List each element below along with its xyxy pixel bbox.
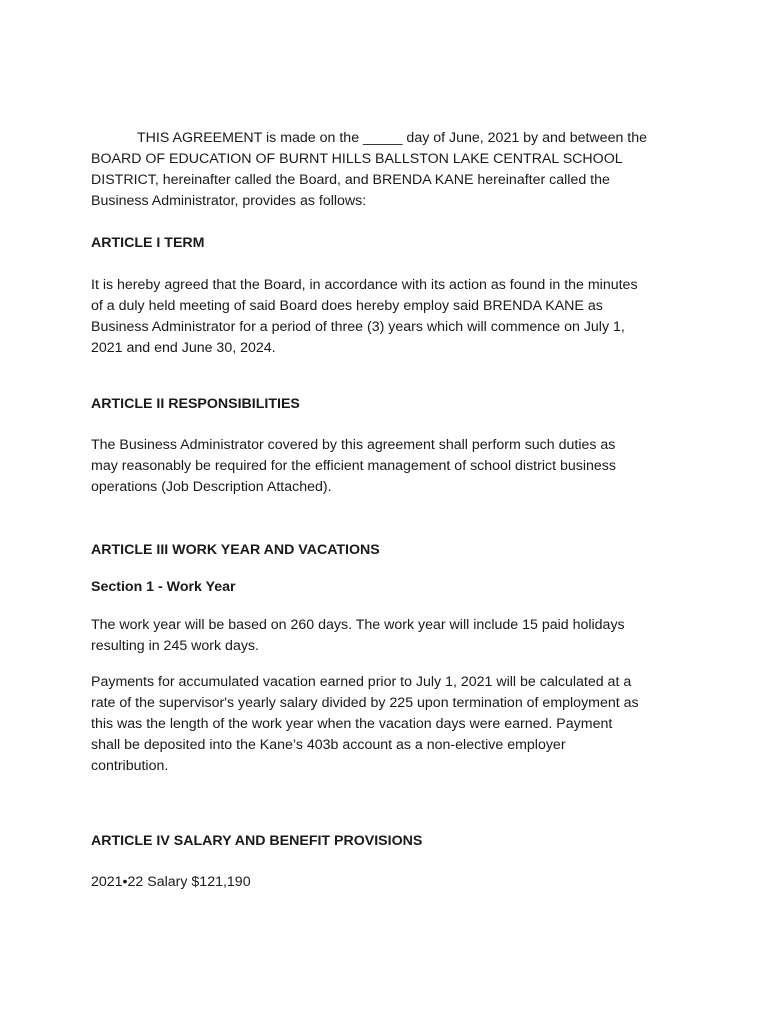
vacation-paragraph [91, 672, 691, 777]
article-1-heading: ARTICLE I TERM [91, 235, 205, 251]
paragraph-line: operations (Job Description Attached). [91, 479, 332, 495]
paragraph-line: shall be deposited into the Kane’s 403b account as a non-elective employer [91, 737, 566, 753]
article-4-heading: ARTICLE IV SALARY AND BENEFIT PROVISIONS [91, 833, 423, 849]
article-1-paragraph [91, 275, 691, 359]
intro-paragraph [91, 128, 691, 212]
intro-line: BOARD OF EDUCATION OF BURNT HILLS BALLSTON LAKE CENTRAL SCHOOL [91, 151, 623, 167]
paragraph-line: The Business Administrator covered by this agreement shall perform such duties as [91, 437, 616, 453]
paragraph-line: this was the length of the work year when the vacation days were earned. Payment [91, 716, 613, 732]
article-2-paragraph [91, 435, 691, 498]
paragraph-line: rate of the supervisor's yearly salary divided by 225 upon termination of employment as [91, 695, 639, 711]
work-year-paragraph [91, 615, 691, 657]
intro-line: DISTRICT, hereinafter called the Board, and BRENDA KANE hereinafter called the [91, 172, 610, 188]
paragraph-line: resulting in 245 work days. [91, 638, 259, 654]
section-1-heading: Section 1 - Work Year [91, 579, 236, 595]
paragraph-line: may reasonably be required for the efficient management of school district business [91, 458, 616, 474]
intro-line: Business Administrator, provides as follows: [91, 193, 367, 209]
salary-line: 2021•22 Salary $121,190 [91, 874, 251, 890]
paragraph-line: It is hereby agreed that the Board, in accordance with its action as found in the minutes [91, 277, 638, 293]
paragraph-line: contribution. [91, 758, 169, 774]
intro-line: THIS AGREEMENT is made on the _____ day of June, 2021 by and between the [137, 130, 648, 146]
article-3-heading: ARTICLE III WORK YEAR AND VACATIONS [91, 542, 380, 558]
paragraph-line: The work year will be based on 260 days. The work year will include 15 paid holidays [91, 617, 625, 633]
paragraph-line: Business Administrator for a period of three (3) years which will commence on July 1, [91, 319, 625, 335]
paragraph-line: 2021 and end June 30, 2024. [91, 340, 276, 356]
article-2-heading: ARTICLE II RESPONSIBILITIES [91, 396, 300, 412]
paragraph-line: of a duly held meeting of said Board does hereby employ said BRENDA KANE as [91, 298, 603, 314]
paragraph-line: Payments for accumulated vacation earned prior to July 1, 2021 will be calculated at a [91, 674, 632, 690]
